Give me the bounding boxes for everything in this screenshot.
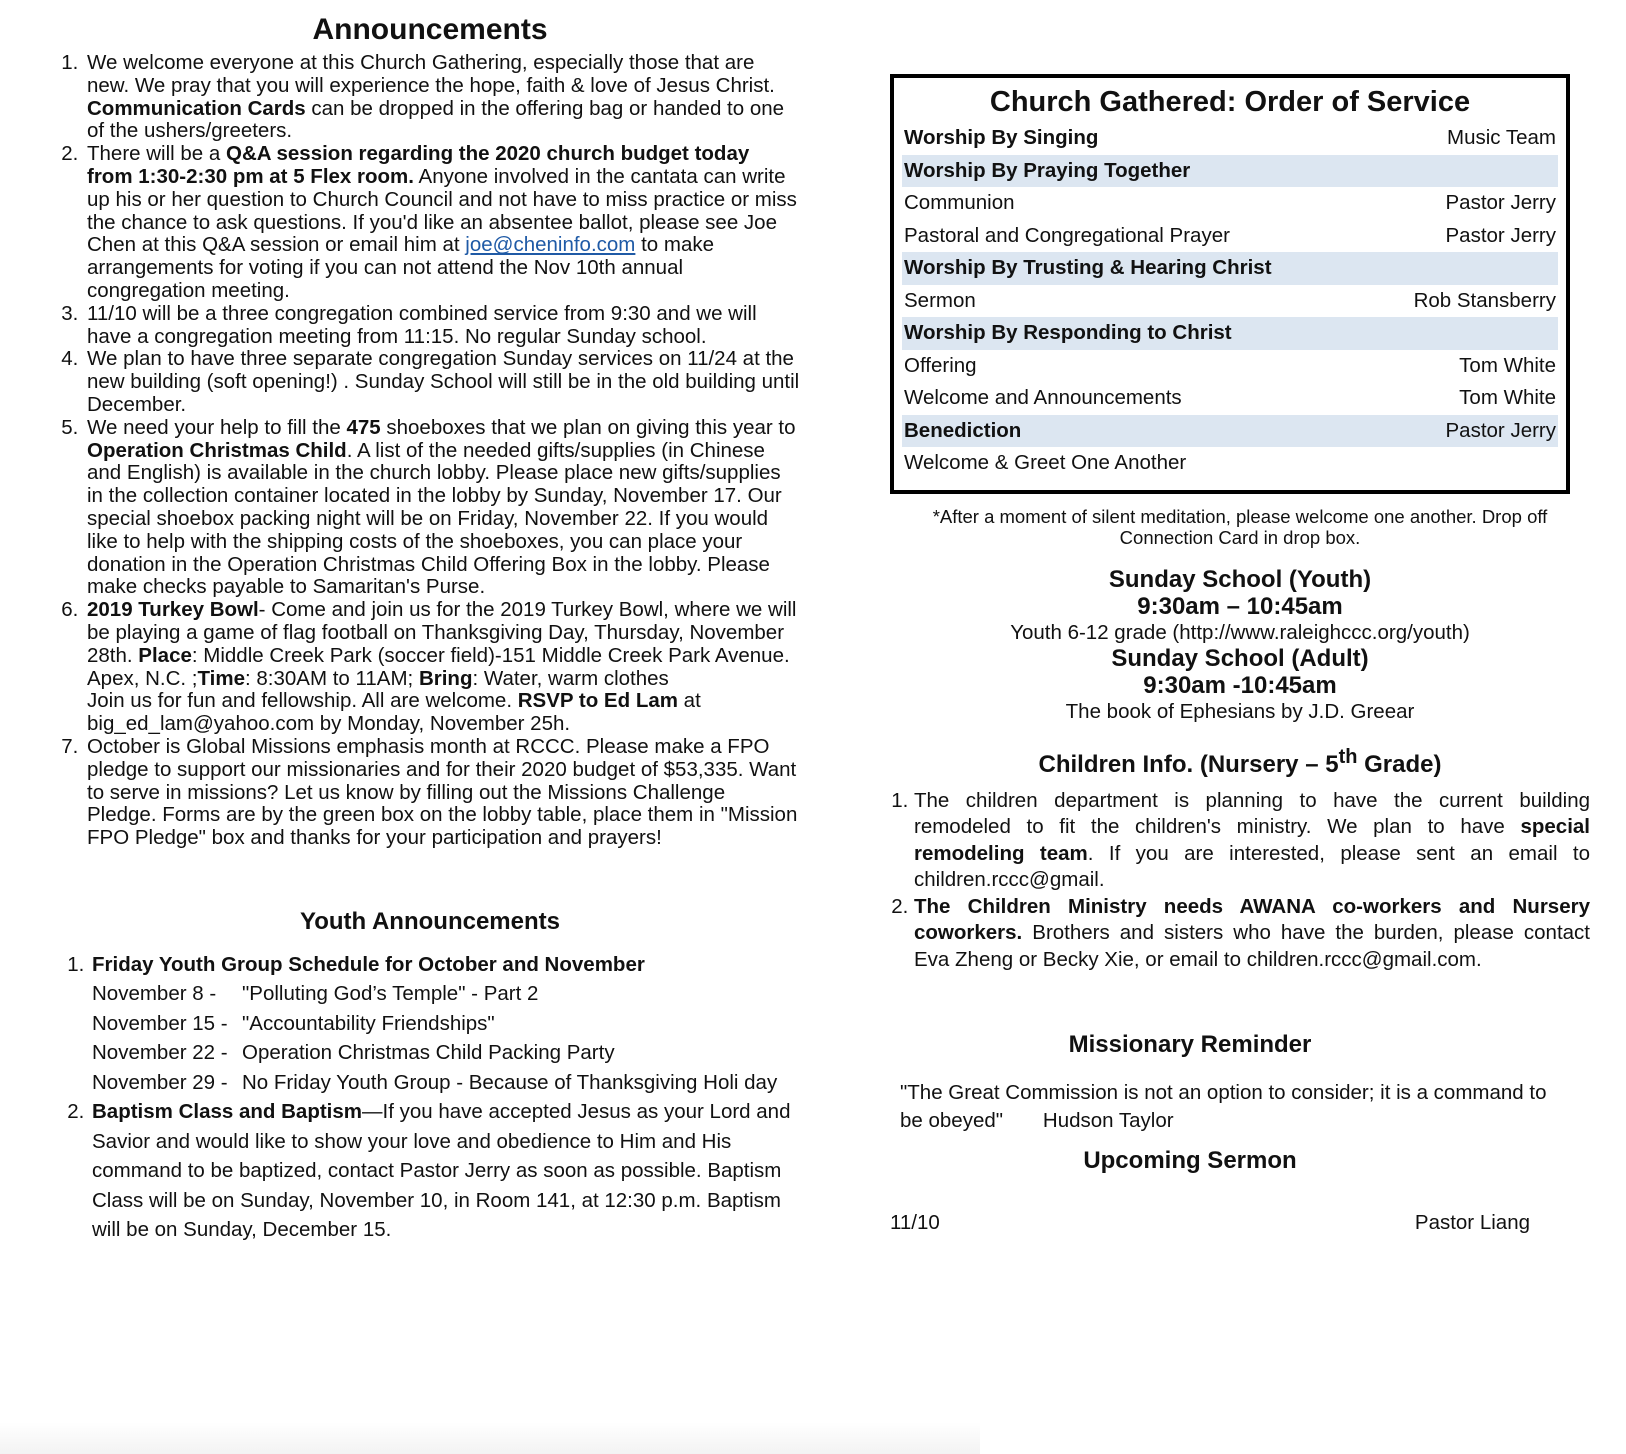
service-item: Worship By Responding to Christ bbox=[904, 321, 1232, 344]
order-of-service-box bbox=[890, 74, 1570, 494]
service-row bbox=[902, 317, 1558, 350]
service-person: Pastor Jerry bbox=[1445, 191, 1556, 214]
upcoming-sermon-speaker: Pastor Liang bbox=[1414, 1211, 1530, 1234]
announcement-item: 7. October is Global Missions emphasis month at RCCC. Please make a FPO pledge to support our missionaries and for their 2020 budget of $53,335. Want to serve in missions? Let us know by filling out the Missions Challenge Pledge. Forms are by the green box on the lobby table, place them in "Mission FPO Pledge" box and thanks for your participation and prayers! bbox=[84, 736, 800, 850]
service-row bbox=[902, 382, 1558, 415]
service-person: Pastor Jerry bbox=[1445, 223, 1556, 247]
service-row bbox=[902, 350, 1558, 383]
service-note: *After a moment of silent meditation, please welcome one another. Drop off Connection Card in drop box. bbox=[932, 505, 1548, 548]
service-row bbox=[902, 252, 1558, 285]
schedule-event: "Accountability Friendships" bbox=[242, 1011, 495, 1035]
youth-announcements-list bbox=[60, 950, 800, 1245]
schedule-event: "Polluting God’s Temple" - Part 2 bbox=[242, 982, 539, 1006]
baptism-text: —If you have accepted Jesus as your Lord and Savior and would like to show your love and obedience to Him and His command to be baptized, contact Pastor Jerry as soon as possible. Baptism Class will be on Sunday, November 10, in Room 141, at 12:30 p.m. Baptism will be on Sunday, December 15. bbox=[92, 1100, 791, 1242]
sunday-school-adult-desc: The book of Ephesians by J.D. Greear bbox=[1065, 699, 1415, 723]
schedule-date: November 29 - bbox=[92, 1070, 228, 1094]
service-row bbox=[902, 155, 1558, 188]
upcoming-sermon-row bbox=[890, 1211, 1530, 1235]
announcement-item: 1. We welcome everyone at this Church Gathering, especially those that are new. We pray that you will experience the hope, faith & love of Jesus Christ. Communication Cards can be dropped in the offering bag or handed to one of the ushers/greeters. bbox=[84, 52, 800, 143]
sunday-school-youth-time: 9:30am – 10:45am bbox=[1137, 592, 1343, 620]
schedule-date: November 22 - bbox=[92, 1041, 228, 1065]
announcement-item: 2. There will be a Q&A session regarding the 2020 church budget today from 1:30-2:30 pm at 5 Flex room. Anyone involved in the cantata can write up his or her question to Church Council and not have to miss practice or miss the chance to ask questions. If you'd like an absentee ballot, please see Joe Chen at this Q&A session or email him at joe@cheninfo.com to make arrangements for voting if you can not attend the Nov 10th annual congregation meeting. bbox=[84, 143, 800, 303]
list-item bbox=[90, 1097, 800, 1245]
upcoming-sermon-date: 11/10 bbox=[890, 1211, 940, 1234]
service-person: Rob Stansberry bbox=[1413, 288, 1556, 312]
service-row bbox=[902, 187, 1558, 220]
service-item: Communion bbox=[904, 191, 1015, 214]
announcements-title: Announcements bbox=[312, 13, 548, 46]
service-person: Tom White bbox=[1459, 353, 1556, 377]
announcement-item: 4. We plan to have three separate congregation Sunday services on 11/24 at the new building (soft opening!) . Sunday School will still be in the old building until December. bbox=[84, 348, 800, 416]
service-item: Worship By Singing bbox=[904, 126, 1099, 149]
service-item: Benediction bbox=[904, 418, 1022, 442]
service-item: Worship By Trusting & Hearing Christ bbox=[904, 256, 1272, 279]
upcoming-sermon-title: Upcoming Sermon bbox=[1083, 1147, 1297, 1174]
announcement-item: 5. We need your help to fill the 475 shoeboxes that we plan on giving this year to Operation Christmas Child. A list of the needed gifts/supplies (in Chinese and English) is available in the church lobby. Please place new gifts/supplies in the collection container located in the lobby by Sunday, November 17. Our special shoebox packing night will be on Friday, November 22. If you would like to help with the shipping costs of the shoeboxes, you can place your donation in the Operation Christmas Child Offering Box in the lobby. Please make checks payable to Samaritan's Purse. bbox=[84, 417, 800, 599]
service-item: Worship By Praying Together bbox=[904, 158, 1191, 182]
service-item: Welcome and Announcements bbox=[904, 386, 1182, 409]
children-info-item: 2. The Children Ministry needs AWANA co-workers and Nursery coworkers. Brothers and sisters who have the burden, please contact Eva Zheng or Becky Xie, or email to children.rccc@gmail.com. bbox=[914, 894, 1590, 974]
announcement-item: 3. 11/10 will be a three congregation combined service from 9:30 and we will have a congregation meeting from 11:15. No regular Sunday school. bbox=[84, 303, 800, 349]
sunday-school-section bbox=[890, 566, 1590, 724]
schedule-event: Operation Christmas Child Packing Party bbox=[242, 1041, 615, 1065]
quote-author: Hudson Taylor bbox=[1042, 1109, 1174, 1132]
service-row bbox=[902, 220, 1558, 253]
service-row bbox=[902, 285, 1558, 318]
schedule-event: No Friday Youth Group - Because of Thanksgiving Holi day bbox=[242, 1070, 778, 1094]
youth-schedule bbox=[92, 979, 800, 1097]
service-person: Music Team bbox=[1447, 126, 1556, 149]
children-info-item: 1. The children department is planning to have the current building remodeled to fit the children's ministry. We plan to have special remodeling team. If you are interested, please sent an email to children.rccc@gmail. bbox=[914, 788, 1590, 894]
list-item bbox=[90, 950, 800, 1098]
schedule-date: November 8 - bbox=[92, 982, 217, 1006]
service-item: Sermon bbox=[904, 288, 976, 312]
children-info-title: Children Info. (Nursery – 5th Grade) bbox=[1038, 745, 1442, 778]
missionary-reminder-title: Missionary Reminder bbox=[1068, 1031, 1312, 1058]
order-of-service-title: Church Gathered: Order of Service bbox=[989, 86, 1471, 118]
service-item: Welcome & Greet One Another bbox=[904, 451, 1187, 474]
children-info-list bbox=[890, 788, 1590, 974]
order-of-service-rows bbox=[902, 122, 1558, 480]
announcement-item: 6. 2019 Turkey Bowl- Come and join us for the 2019 Turkey Bowl, where we will be playing a game of flag football on Thanksgiving Day, Thursday, November 28th. Place: Middle Creek Park (soccer field)-151 Middle Creek Park Avenue. Apex, N.C. ;Time: 8:30AM to 11AM; Bring: Water, warm clothes Join us for fun and fellowship. All are welcome. RSVP to Ed Lam at big_ed_lam@yahoo.com by Monday, November 25h. bbox=[84, 599, 800, 736]
service-person: Tom White bbox=[1459, 386, 1556, 409]
baptism-heading: Baptism Class and Baptism bbox=[92, 1100, 362, 1124]
service-item: Offering bbox=[904, 353, 977, 377]
missionary-quote: "The Great Commission is not an option to consider; it is a command to be obeyed" Hudson Taylor bbox=[900, 1081, 1547, 1132]
service-row bbox=[902, 447, 1558, 480]
sunday-school-adult-title: Sunday School (Adult) bbox=[1111, 644, 1369, 672]
page-shadow bbox=[0, 1422, 980, 1454]
right-column bbox=[890, 0, 1590, 1235]
schedule-date: November 15 - bbox=[92, 1011, 228, 1035]
service-item: Pastoral and Congregational Prayer bbox=[904, 223, 1230, 247]
left-column bbox=[60, 0, 800, 1245]
service-row bbox=[902, 415, 1558, 448]
sunday-school-adult-time: 9:30am -10:45am bbox=[1143, 671, 1337, 699]
sunday-school-youth-desc: Youth 6-12 grade (http://www.raleighccc.org/youth) bbox=[1010, 620, 1470, 644]
youth-announcements-title: Youth Announcements bbox=[300, 907, 560, 935]
service-row bbox=[902, 122, 1558, 155]
sunday-school-youth-title: Sunday School (Youth) bbox=[1108, 565, 1372, 593]
email-link[interactable]: joe@cheninfo.com bbox=[465, 233, 636, 257]
service-person: Pastor Jerry bbox=[1445, 418, 1556, 442]
youth-schedule-heading: Friday Youth Group Schedule for October and November bbox=[92, 952, 645, 976]
announcements-list bbox=[60, 52, 800, 850]
